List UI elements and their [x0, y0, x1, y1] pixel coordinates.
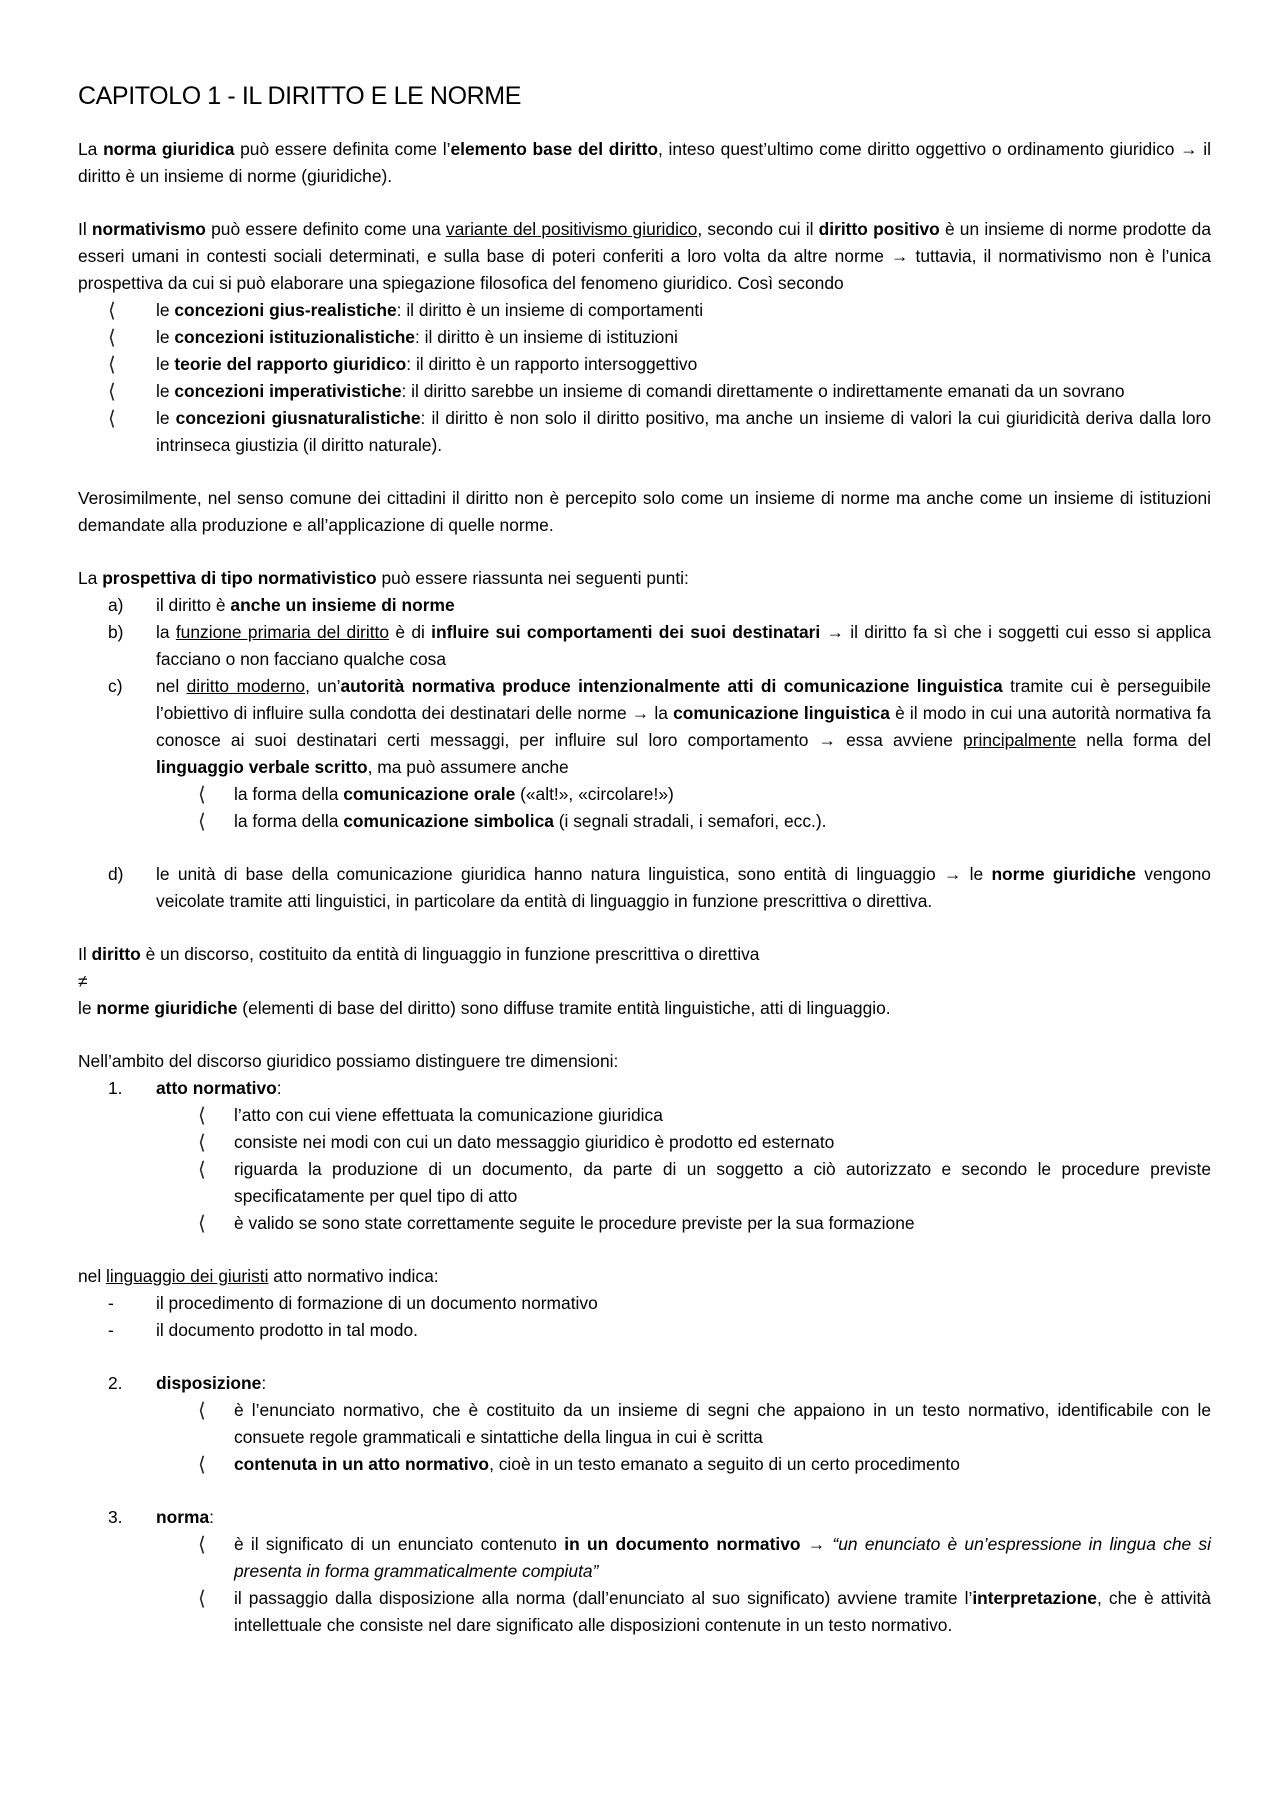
list-item: [78, 324, 1211, 351]
text: vengono veicolate tramite atti linguistici, in particolare da entità di linguaggio in funzione prescrittiva o direttiva.: [156, 864, 1211, 911]
bracket-icon: ⟨: [198, 1398, 206, 1422]
sub-item: [78, 1156, 1211, 1210]
bracket-icon: ⟨: [198, 782, 206, 806]
text-bold: norma: [156, 1507, 210, 1527]
list-marker: b): [108, 622, 124, 642]
paragraph-norma-giuridica: [78, 136, 1211, 190]
text-bold: concezioni imperativistiche: [174, 381, 402, 401]
sub-item: [78, 781, 1211, 808]
text: nel: [156, 676, 187, 696]
chapter-title: CAPITOLO 1 - IL DIRITTO E LE NORME: [78, 82, 521, 110]
arrow-icon: →: [807, 1534, 826, 1554]
bracket-icon: ⟨: [108, 352, 116, 376]
text-bold: concezioni giusnaturalistiche: [175, 408, 421, 428]
text: («alt!», «circolare!»): [515, 784, 674, 804]
arrow-icon: →: [891, 246, 909, 266]
text: :: [209, 1507, 214, 1527]
text: La: [78, 139, 104, 159]
text: le: [78, 998, 97, 1018]
point-d: [78, 861, 1211, 915]
text-bold: diritto: [91, 944, 141, 964]
paragraph-linguaggio-giuristi: [78, 1263, 1211, 1290]
text: : il diritto è un insieme di comportamenti: [396, 300, 704, 320]
list-item: [78, 378, 1211, 405]
bracket-icon: ⟨: [108, 298, 116, 322]
text: , secondo cui il: [697, 219, 819, 239]
sub-item: [78, 1397, 1211, 1451]
list-item: [78, 297, 1211, 324]
text: la forma della: [234, 784, 344, 804]
text: : il diritto è un rapporto intersoggettivo: [406, 354, 698, 374]
text-bold: diritto positivo: [818, 219, 940, 239]
arrow-icon: →: [943, 864, 962, 884]
text: il passaggio dalla disposizione alla norma (dall’enunciato al suo significato) avviene tramite l’: [234, 1588, 973, 1608]
arrow-icon: →: [826, 622, 844, 642]
point-b: [78, 619, 1211, 673]
text-bold: concezioni gius-realistiche: [174, 300, 397, 320]
list-marker: 1.: [108, 1078, 123, 1098]
bracket-icon: ⟨: [198, 1211, 206, 1235]
text: le unità di base della comunicazione giuridica hanno natura linguistica, sono entità di linguaggio: [156, 864, 944, 884]
text: può essere definito come una: [205, 219, 446, 239]
bracket-icon: ⟨: [198, 1157, 206, 1181]
text: la: [649, 703, 674, 723]
sub-item: [78, 808, 1211, 835]
text: la: [156, 622, 176, 642]
sub-item: [78, 1102, 1211, 1129]
sub-item: [78, 1585, 1211, 1639]
list-marker: 3.: [108, 1507, 123, 1527]
text: il diritto fa sì che i soggetti cui esso si applica facciano o non facciano qualche cosa: [156, 622, 1211, 669]
text: Il: [78, 944, 92, 964]
bracket-icon: ⟨: [108, 406, 116, 430]
text: [801, 1534, 808, 1554]
list-item: [78, 351, 1211, 378]
dimension-3: [78, 1504, 1211, 1531]
text: le: [961, 864, 992, 884]
text: :: [261, 1373, 267, 1393]
text-bold: norme giuridiche: [96, 998, 238, 1018]
text-italic: “un enunciato è un’espressione in lingua che si presenta in forma grammaticalmente compiuta”: [234, 1534, 1211, 1581]
paragraph-verosimilmente: Verosimilmente, nel senso comune dei cittadini il diritto non è percepito solo come un insieme di norme ma anche come un insieme di istituzioni demandate alla produzione e all’applicazione di quelle norme.: [78, 488, 1211, 535]
text-bold: comunicazione simbolica: [343, 811, 554, 831]
text: , inteso quest’ultimo come diritto oggettivo o ordinamento giuridico: [658, 139, 1181, 159]
bracket-icon: ⟨: [108, 379, 116, 403]
text: tramite cui è perseguibile l’obiettivo di influire sulla condotta dei destinatari delle norme: [156, 676, 1212, 723]
bracket-icon: ⟨: [198, 809, 206, 833]
text-bold: norma giuridica: [103, 139, 235, 159]
text: il diritto è: [156, 595, 231, 615]
text-underlined: diritto moderno: [186, 676, 306, 696]
list-marker: 2.: [108, 1373, 123, 1393]
text: nella forma del: [1076, 730, 1211, 750]
text-underlined: linguaggio dei giuristi: [106, 1266, 269, 1286]
bracket-icon: ⟨: [108, 325, 116, 349]
text: le: [156, 300, 175, 320]
arrow-icon: →: [1180, 139, 1198, 159]
text: , un’: [305, 676, 341, 696]
text: le: [156, 408, 176, 428]
text-bold: teorie del rapporto giuridico: [174, 354, 407, 374]
text-bold: atto normativo: [156, 1078, 277, 1098]
bracket-icon: ⟨: [198, 1586, 206, 1610]
text: le: [156, 327, 175, 347]
text: : il diritto è non solo il diritto positivo, ma anche un insieme di valori la cui giuridicità deriva dalla loro intrinseca giustizia (il diritto naturale).: [156, 408, 1211, 455]
text: essa avviene: [835, 730, 964, 750]
text: può essere definita come l’: [234, 139, 451, 159]
text: il documento prodotto in tal modo.: [156, 1320, 418, 1340]
text: le: [156, 381, 175, 401]
text: il diritto è un insieme di norme (giuridiche).: [78, 139, 1211, 186]
arrow-icon: →: [631, 703, 650, 723]
list-marker: a): [108, 595, 124, 615]
text-underlined: funzione primaria del diritto: [175, 622, 390, 642]
points-list: [78, 592, 1211, 915]
dash-item: [78, 1290, 1211, 1317]
text: : il diritto è un insieme di istituzioni: [414, 327, 678, 347]
point-a: [78, 592, 1211, 619]
dash-marker: -: [108, 1293, 114, 1313]
sub-item: [78, 1531, 1211, 1585]
text: La: [78, 568, 103, 588]
text: , che è attività intellettuale che consiste nel dare significato alle disposizioni contenute in un testo normativo.: [234, 1588, 1211, 1635]
not-equal-sign: ≠: [78, 971, 88, 991]
text-bold: autorità normativa produce intenzionalmente atti di comunicazione linguistica: [340, 676, 1003, 696]
text: riguarda la produzione di un documento, da parte di un soggetto a ciò autorizzato e secondo le procedure previste specificatamente per quel tipo di atto: [234, 1159, 1211, 1206]
text: , cioè in un testo emanato a seguito di un certo procedimento: [489, 1454, 960, 1474]
text: il procedimento di formazione di un documento normativo: [156, 1293, 598, 1313]
text-bold: comunicazione orale: [343, 784, 516, 804]
bracket-icon: ⟨: [198, 1452, 206, 1476]
list-item: [78, 405, 1211, 459]
text-bold: norme giuridiche: [991, 864, 1136, 884]
text-underlined: variante del positivismo giuridico: [445, 219, 698, 239]
text: l’atto con cui viene effettuata la comunicazione giuridica: [234, 1105, 663, 1125]
bracket-icon: ⟨: [198, 1532, 206, 1556]
text: può essere riassunta nei seguenti punti:: [376, 568, 689, 588]
text: è l’enunciato normativo, che è costituito da un insieme di segni che appaiono in un testo normativo, identificabile con le consuete regole grammaticali e sintattiche della lingua in cui è scritta: [234, 1400, 1211, 1447]
dash-item: [78, 1317, 1211, 1344]
text: :: [276, 1078, 282, 1098]
list-marker: d): [108, 864, 124, 884]
text: è di: [389, 622, 432, 642]
text: atto normativo indica:: [268, 1266, 439, 1286]
dimension-2: [78, 1370, 1211, 1397]
text: è il modo in cui una autorità normativa fa conosce ai suoi destinatari certi messaggi, per influire sul loro comportamento: [156, 703, 1211, 750]
bracket-icon: ⟨: [198, 1130, 206, 1154]
text: nel: [78, 1266, 107, 1286]
text-bold: linguaggio verbale scritto: [156, 757, 368, 777]
text: , ma può assumere anche: [367, 757, 569, 777]
text: è un insieme di norme prodotte da esseri umani in contesti sociali determinati, e sulla base di poteri conferiti a loro volta da altre norme: [78, 219, 1211, 266]
text-bold: disposizione: [156, 1373, 262, 1393]
text: (elementi di base del diritto) sono diffuse tramite entità linguistiche, atti di linguaggio.: [237, 998, 891, 1018]
text-bold: interpretazione: [972, 1588, 1097, 1608]
paragraph-normativismo: [78, 216, 1211, 297]
text: (i segnali stradali, i semafori, ecc.).: [553, 811, 827, 831]
text: consiste nei modi con cui un dato messaggio giuridico è prodotto ed esternato: [234, 1132, 835, 1152]
arrow-icon: →: [818, 730, 836, 750]
paragraph-norme-giuridiche: [78, 995, 1211, 1022]
paragraph-tre-dimensioni: Nell’ambito del discorso giuridico possiamo distinguere tre dimensioni:: [78, 1051, 619, 1071]
text: è valido se sono state correttamente seguite le procedure previste per la sua formazione: [234, 1213, 915, 1233]
sub-item: [78, 1451, 1211, 1478]
text-bold: anche un insieme di norme: [230, 595, 455, 615]
text: : il diritto sarebbe un insieme di comandi direttamente o indirettamente emanati da un sovrano: [401, 381, 1125, 401]
point-c: [78, 673, 1211, 781]
paragraph-prospettiva: [78, 565, 1211, 592]
text-bold: elemento base del diritto: [450, 139, 658, 159]
text: tuttavia, il normativismo non è l’unica prospettiva da cui si può elaborare una spiegazione filosofica del fenomeno giuridico. Così secondo: [78, 246, 1211, 293]
text-bold: prospettiva di tipo normativistico: [102, 568, 377, 588]
text-bold: comunicazione linguistica: [673, 703, 890, 723]
document-page: [78, 76, 1211, 1639]
text: è il significato di un enunciato contenuto: [234, 1534, 565, 1554]
text: è un discorso, costituito da entità di linguaggio in funzione prescrittiva o direttiva: [140, 944, 760, 964]
text-underlined: principalmente: [963, 730, 1077, 750]
list-marker: c): [108, 676, 123, 696]
text-bold: contenuta in un atto normativo: [234, 1454, 490, 1474]
text: le: [156, 354, 175, 374]
text: la forma della: [234, 811, 344, 831]
dash-marker: -: [108, 1320, 114, 1340]
dimension-1: [78, 1075, 1211, 1102]
sub-item: [78, 1210, 1211, 1237]
text-bold: concezioni istituzionalistiche: [174, 327, 415, 347]
text-bold: normativismo: [91, 219, 206, 239]
paragraph-diritto-discorso: [78, 941, 1211, 968]
text: Il: [78, 219, 92, 239]
sub-item: [78, 1129, 1211, 1156]
text-bold: in un documento normativo: [564, 1534, 801, 1554]
concezioni-list: [78, 297, 1211, 459]
text-bold: influire sui comportamenti dei suoi destinatari: [431, 622, 821, 642]
bracket-icon: ⟨: [198, 1103, 206, 1127]
